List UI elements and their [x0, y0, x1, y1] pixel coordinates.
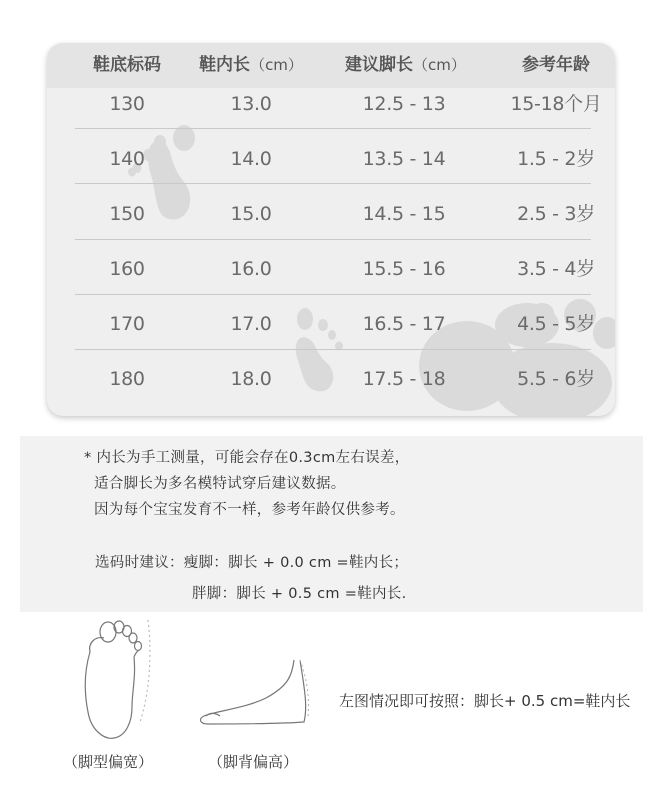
row-divider [75, 349, 591, 350]
note-wide-foot: 胖脚：脚长 + 0.5 cm =鞋内长. [192, 586, 407, 602]
foot-length-cell: 13.5 - 14 [362, 148, 446, 170]
table-row [47, 352, 615, 407]
table-row [47, 297, 615, 352]
age-cell: 5.5 - 6岁 [517, 368, 595, 390]
header-foot-length: 建议脚长（cm） [345, 55, 466, 75]
wide-foot-advice: 左图情况即可按照：脚长+ 0.5 cm=鞋内长 [339, 692, 631, 710]
sole-code-cell: 140 [109, 148, 145, 170]
notes-box [20, 436, 643, 612]
inner-length-cell: 17.0 [230, 313, 272, 335]
foot-length-cell: 17.5 - 18 [362, 368, 446, 390]
header-age: 参考年龄 [522, 55, 590, 75]
size-table-card [47, 43, 615, 416]
age-cell: 3.5 - 4岁 [517, 258, 595, 280]
wide-foot-illustration [60, 612, 160, 744]
row-divider [75, 239, 591, 240]
table-row [47, 132, 615, 187]
sole-code-cell: 150 [109, 203, 145, 225]
high-instep-caption: （脚背偏高） [208, 753, 299, 771]
table-row [47, 77, 615, 132]
wide-foot-caption: （脚型偏宽） [63, 753, 154, 771]
note-measurement-error: * 内长为手工测量，可能会存在0.3cm左右误差， [84, 450, 410, 466]
foot-length-cell: 15.5 - 16 [362, 258, 446, 280]
sole-code-cell: 180 [109, 368, 145, 390]
inner-length-cell: 18.0 [230, 368, 272, 390]
header-sole-code: 鞋底标码 [93, 55, 161, 75]
table-row [47, 242, 615, 297]
age-cell: 4.5 - 5岁 [517, 313, 595, 335]
inner-length-cell: 14.0 [230, 148, 272, 170]
foot-length-cell: 16.5 - 17 [362, 313, 446, 335]
age-cell: 1.5 - 2岁 [517, 148, 595, 170]
table-row [47, 187, 615, 242]
inner-length-cell: 13.0 [230, 93, 272, 115]
row-divider [75, 183, 591, 184]
note-model-data: 适合脚长为多名模特试穿后建议数据。 [94, 476, 346, 492]
row-divider [75, 294, 591, 295]
foot-length-cell: 12.5 - 13 [362, 93, 446, 115]
high-instep-illustration [196, 656, 320, 728]
age-cell: 15-18个月 [510, 93, 602, 115]
row-divider [75, 128, 591, 129]
header-inner-length: 鞋内长（cm） [199, 55, 303, 75]
inner-length-cell: 15.0 [230, 203, 272, 225]
note-thin-foot: 选码时建议：瘦脚：脚长 + 0.0 cm =鞋内长； [95, 555, 409, 571]
sole-code-cell: 130 [109, 93, 145, 115]
age-cell: 2.5 - 3岁 [517, 203, 595, 225]
inner-length-cell: 16.0 [230, 258, 272, 280]
sole-code-cell: 160 [109, 258, 145, 280]
note-age-reference: 因为每个宝宝发育不一样，参考年龄仅供参考。 [94, 502, 405, 518]
foot-length-cell: 14.5 - 15 [362, 203, 446, 225]
sole-code-cell: 170 [109, 313, 145, 335]
